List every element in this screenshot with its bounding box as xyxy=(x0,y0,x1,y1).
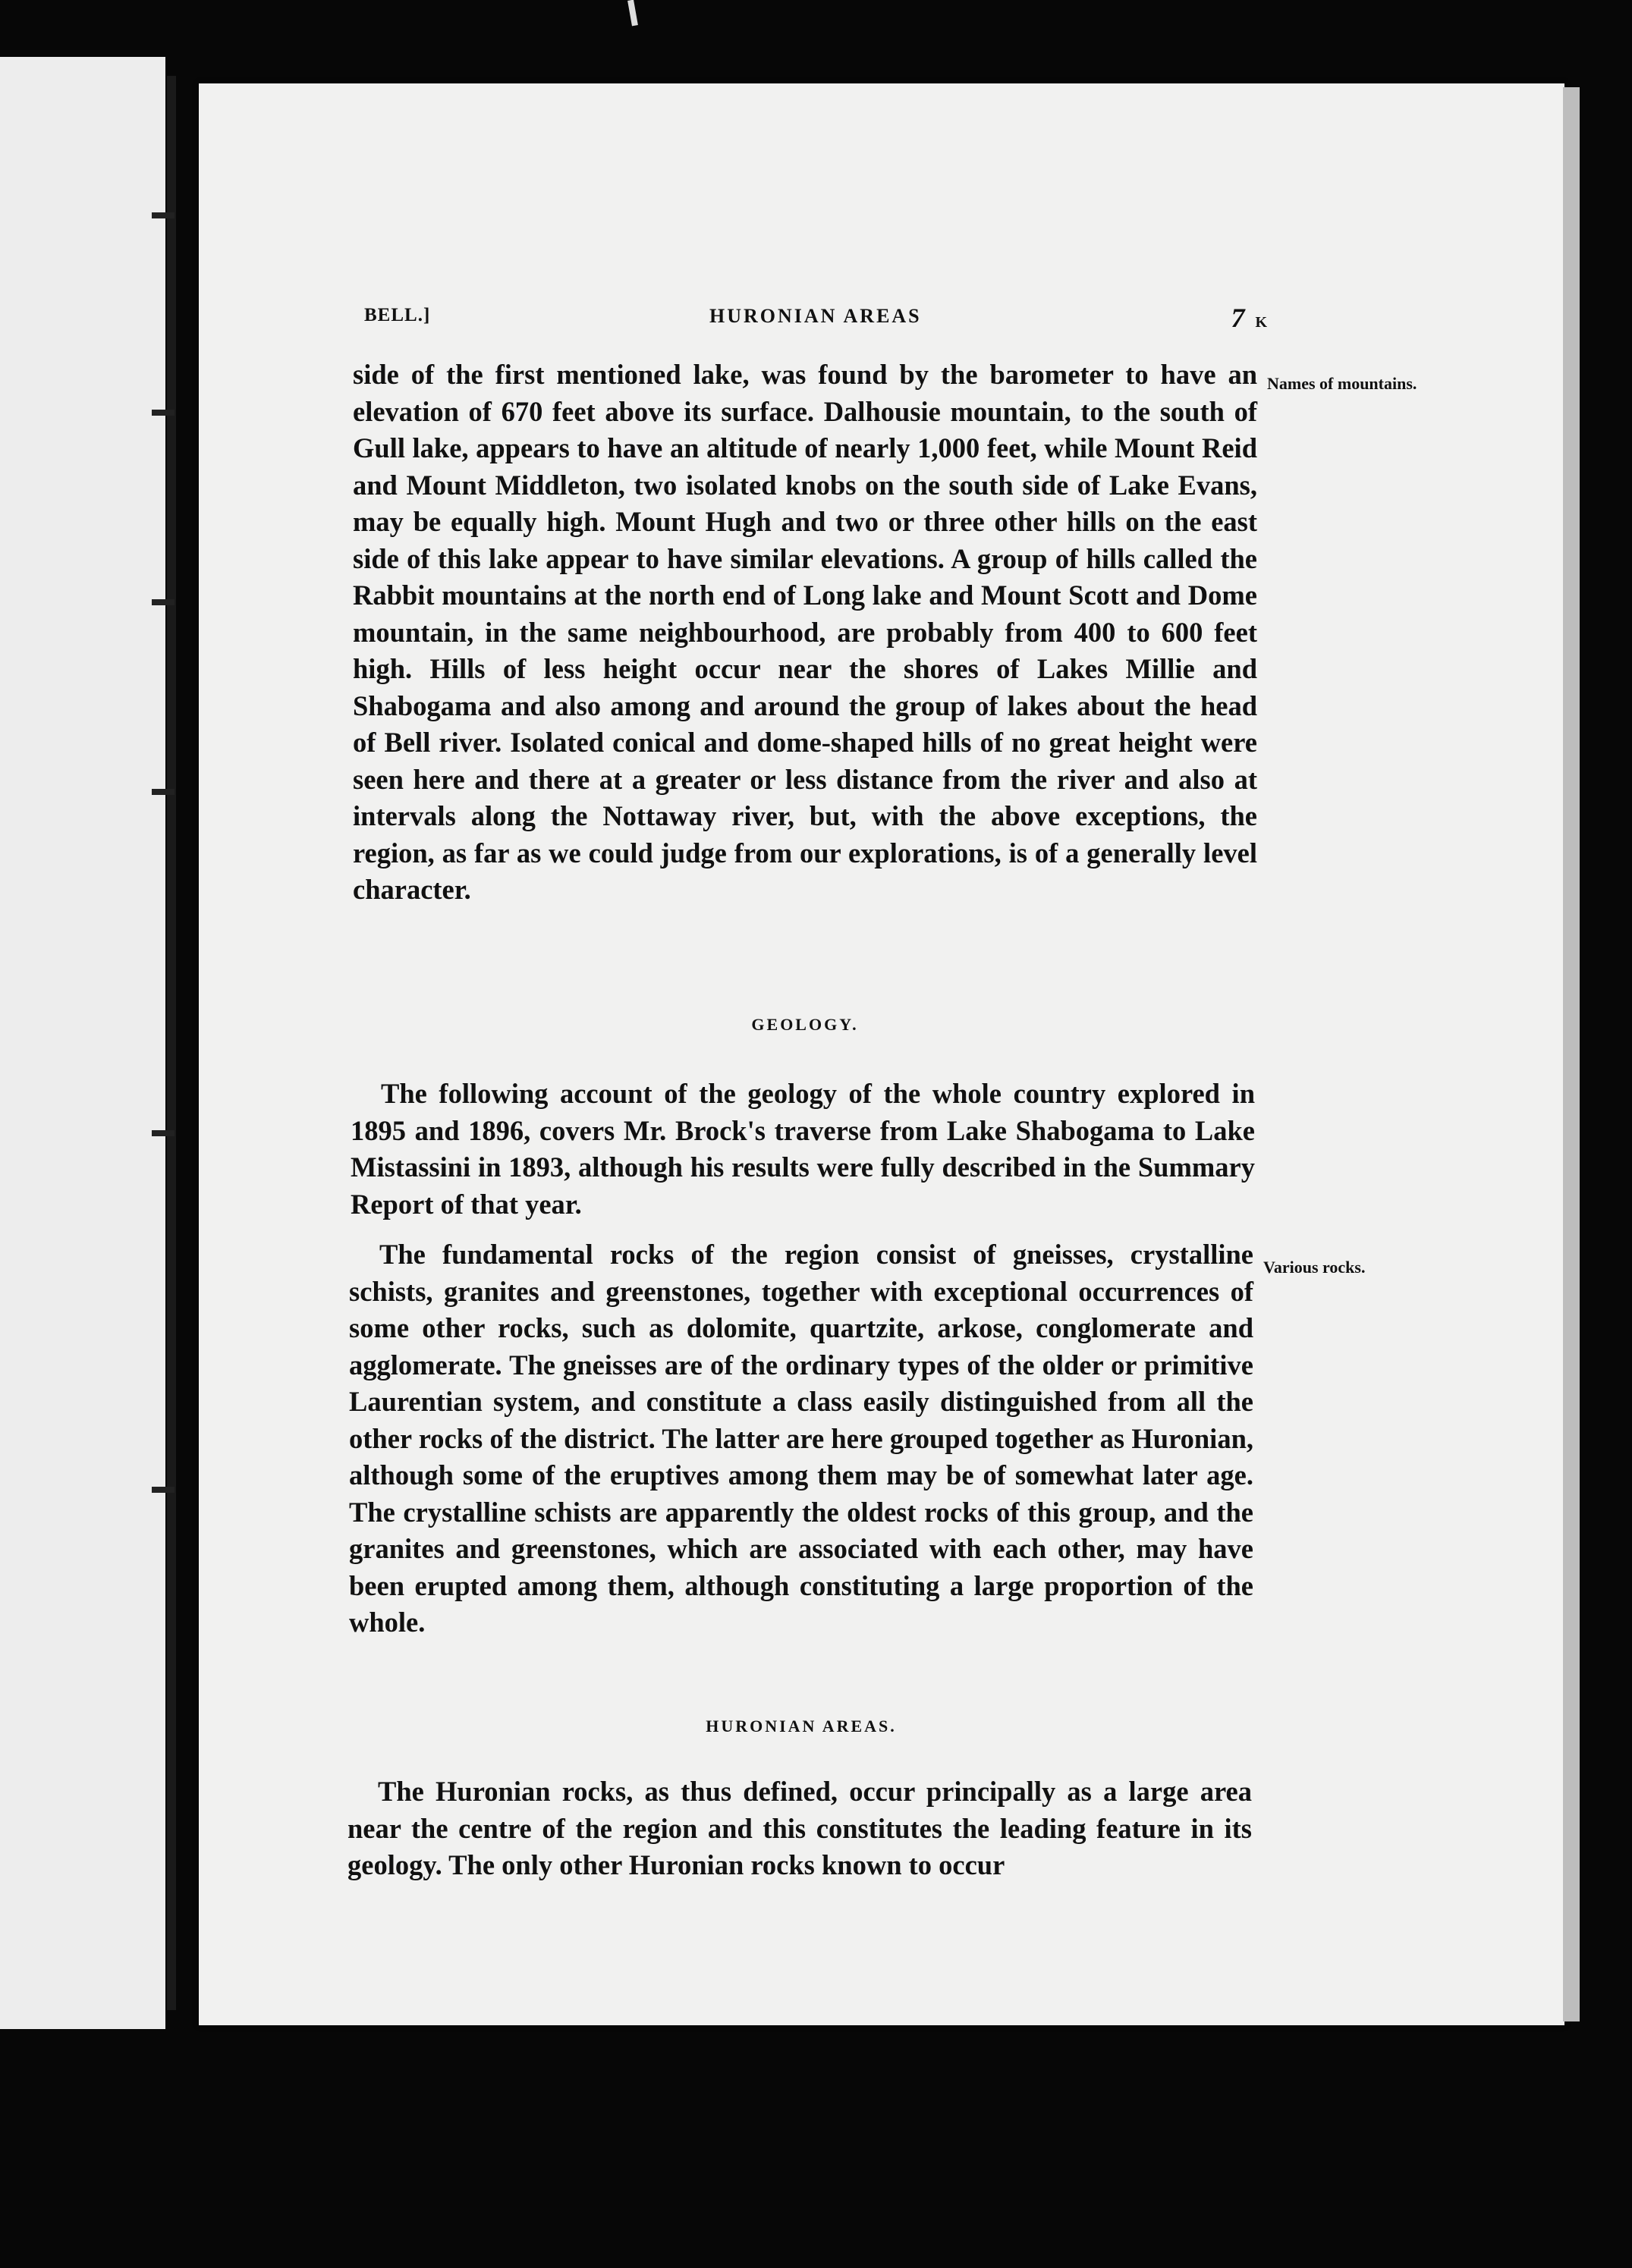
header-title: HURONIAN AREAS xyxy=(709,305,922,327)
binding-mark xyxy=(152,599,175,605)
binding-mark xyxy=(152,1130,175,1136)
huronian-paragraph xyxy=(347,1773,1252,1884)
geology-paragraph-2 xyxy=(349,1236,1253,1641)
page-edge xyxy=(1563,87,1580,2021)
page-number xyxy=(1231,302,1267,334)
page-number-suffix: K xyxy=(1255,314,1267,331)
binding-mark xyxy=(152,789,175,795)
margin-note-names-of-mountains: Names of mountains. xyxy=(1267,374,1417,393)
binding-mark xyxy=(152,410,175,416)
intro-paragraph xyxy=(353,357,1257,909)
margin-note-various-rocks: Various rocks. xyxy=(1263,1258,1366,1277)
binding-gutter xyxy=(167,76,176,2010)
geology-paragraph-1-text: The following account of the geology of the whole country explored in 1895 and 1896, covers Mr. Brock's traverse from Lake Shabogama to Lake Mistassini in 1893, although his results were fully described in the Summary Report of that year. xyxy=(351,1078,1255,1220)
running-header xyxy=(364,305,1267,343)
page-number-value: 7 xyxy=(1231,303,1245,333)
geology-paragraph-1 xyxy=(351,1076,1255,1223)
intro-paragraph-text: side of the first mentioned lake, was found by the barometer to have an elevation of 670 feet above its surface. Dalhousie mountain, to the south of Gull lake, appears to have an altitude of nearly 1,000 feet, while Mount Reid and Mount Middleton, two isolated knobs on the south side of Lake Evans, may be equally high. Mount Hugh and two or three other hills on the east side of this lake appear to have similar elevations. A group of hills called the Rabbit mountains at the north end of Long lake and Mount Scott and Dome mountain, in the same neighbourhood, are probably from 400 to 600 feet high. Hills of less height occur near the shores of Lakes Millie and Shabogama and also among and around the group of lakes about the head of Bell river. Isolated conical and dome-shaped hills of no great height were seen here and there at a greater or less distance from the river and also at intervals along the Nottaway river, but, with the above exceptions, the region, as far as we could judge from our explorations, is of a generally level character. xyxy=(353,359,1257,905)
huronian-paragraph-text: The Huronian rocks, as thus defined, occur principally as a large area near the centre of the region and this constitutes the leading feature in its geology. The only other Huronian rocks known to occur xyxy=(347,1776,1252,1880)
geology-heading: GEOLOGY. xyxy=(751,1015,859,1034)
geology-paragraph-2-text: The fundamental rocks of the region consist of gneisses, crystalline schists, granites and greenstones, together with exceptional occurrences of some other rocks, such as dolomite, quartzite, arkose, conglomerate and agglomerate. The gneisses are of the ordinary types of the older or primitive Laurentian system, and constitute a class easily distinguished from all the other rocks of the district. The latter are here grouped together as Huronian, although some of the eruptives among them may be of somewhat later age. The crystalline schists are apparently the oldest rocks of this group, and the granites and greenstones, which are associated with each other, may have been erupted among them, although constituting a large proportion of the whole. xyxy=(349,1239,1253,1638)
huronian-heading: HURONIAN AREAS. xyxy=(706,1717,897,1736)
binding-mark xyxy=(152,212,175,218)
facing-page-edge xyxy=(0,57,165,2029)
header-author: BELL.] xyxy=(364,305,431,325)
binding-mark xyxy=(152,1487,175,1493)
